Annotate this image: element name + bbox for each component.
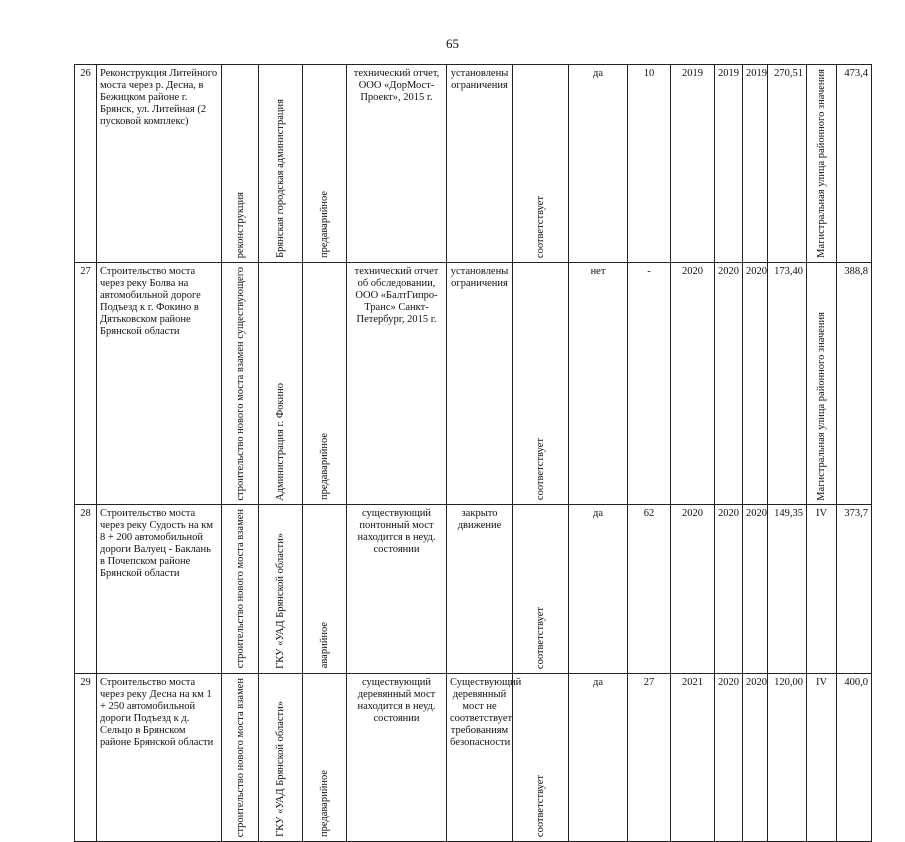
compliance-cell [513,673,569,841]
row-number: 27 [75,262,97,505]
year-3: 2020 [743,673,768,841]
year-1: 2019 [671,65,715,263]
work-type-cell [222,505,259,673]
year-2: 2020 [715,505,743,673]
category: Магистральная улица районного значения [816,311,827,501]
work-type-cell [222,262,259,505]
category-cell [807,262,837,505]
total: 400,0 [837,673,872,841]
total: 388,8 [837,262,872,505]
document-basis: существующий деревянный мост находится в неуд. состоянии [347,673,447,841]
year-3: 2020 [743,505,768,673]
year-3: 2020 [743,262,768,505]
year-2: 2020 [715,673,743,841]
compliance: соответствует [535,195,546,258]
project-name: Строительство моста через реку Десна на км 1 + 250 автомобильной дороги Подъезд к д. Сельцо в Брянском районе Брянской области [97,673,222,841]
compliance: соответствует [535,438,546,501]
work-type-cell [222,673,259,841]
quantity: 10 [628,65,671,263]
work-type: строительство нового моста взамен существующего [234,266,246,501]
total: 373,7 [837,505,872,673]
customer-cell [259,505,303,673]
flag: да [569,673,628,841]
project-name: Строительство моста через реку Болва на автомобильной дороге Подъезд к г. Фокино в Дятьковском районе Брянской области [97,262,222,505]
quantity: - [628,262,671,505]
traffic-restriction: установлены ограничения [447,65,513,263]
condition-cell [303,65,347,263]
work-type-cell [222,65,259,263]
project-name: Реконструкция Литейного моста через р. Десна, в Бежицком районе г. Брянск, ул. Литейная (2 пусковой комплекс) [97,65,222,263]
year-1: 2021 [671,673,715,841]
amount: 120,00 [768,673,807,841]
customer: ГКУ «УАД Брянской области» [275,532,286,669]
customer-cell [259,262,303,505]
condition: предаварийное [319,190,330,258]
document-basis: технический отчет об обследовании, ООО «БалтГипро-Транс» Санкт-Петербург, 2015 г. [347,262,447,505]
flag: нет [569,262,628,505]
flag: да [569,65,628,263]
work-type: строительство нового моста взамен [234,677,246,837]
row-number: 29 [75,673,97,841]
document-basis: технический отчет, ООО «ДорМост-Проект», 2015 г. [347,65,447,263]
compliance-cell [513,65,569,263]
customer: ГКУ «УАД Брянской области» [275,701,286,837]
condition-cell [303,673,347,841]
traffic-restriction: Существующий деревянный мост не соответствует требованиям безопасности [447,673,513,841]
year-2: 2020 [715,262,743,505]
bridge-projects-table [74,64,872,842]
table-row [75,673,872,841]
compliance: соответствует [535,774,546,837]
amount: 270,51 [768,65,807,263]
condition: аварийное [319,622,330,669]
work-type: строительство нового моста взамен [234,509,246,669]
amount: 149,35 [768,505,807,673]
category: Магистральная улица районного значения [816,69,827,258]
flag: да [569,505,628,673]
condition: предаварийное [319,769,330,837]
category: IV [807,673,837,841]
year-3: 2019 [743,65,768,263]
row-number: 28 [75,505,97,673]
condition-cell [303,505,347,673]
traffic-restriction: закрыто движение [447,505,513,673]
quantity: 62 [628,505,671,673]
year-2: 2019 [715,65,743,263]
customer: Брянская городская администрация [275,98,286,258]
document-basis: существующий понтонный мост находится в неуд. состоянии [347,505,447,673]
condition: предаварийное [319,433,330,501]
compliance-cell [513,505,569,673]
table-row [75,65,872,263]
project-name: Строительство моста через реку Судость на км 8 + 200 автомобильной дороги Валуец - Баклань в Почепском районе Брянской области [97,505,222,673]
year-1: 2020 [671,505,715,673]
table-row [75,505,872,673]
work-type: реконструкция [234,191,246,258]
customer: Администрация г. Фокино [275,382,286,501]
total: 473,4 [837,65,872,263]
quantity: 27 [628,673,671,841]
category-cell [807,65,837,263]
page-number: 65 [446,36,459,51]
year-1: 2020 [671,262,715,505]
row-number: 26 [75,65,97,263]
condition-cell [303,262,347,505]
customer-cell [259,673,303,841]
customer-cell [259,65,303,263]
category: IV [807,505,837,673]
amount: 173,40 [768,262,807,505]
traffic-restriction: установлены ограничения [447,262,513,505]
compliance: соответствует [535,606,546,669]
table-row [75,262,872,505]
compliance-cell [513,262,569,505]
